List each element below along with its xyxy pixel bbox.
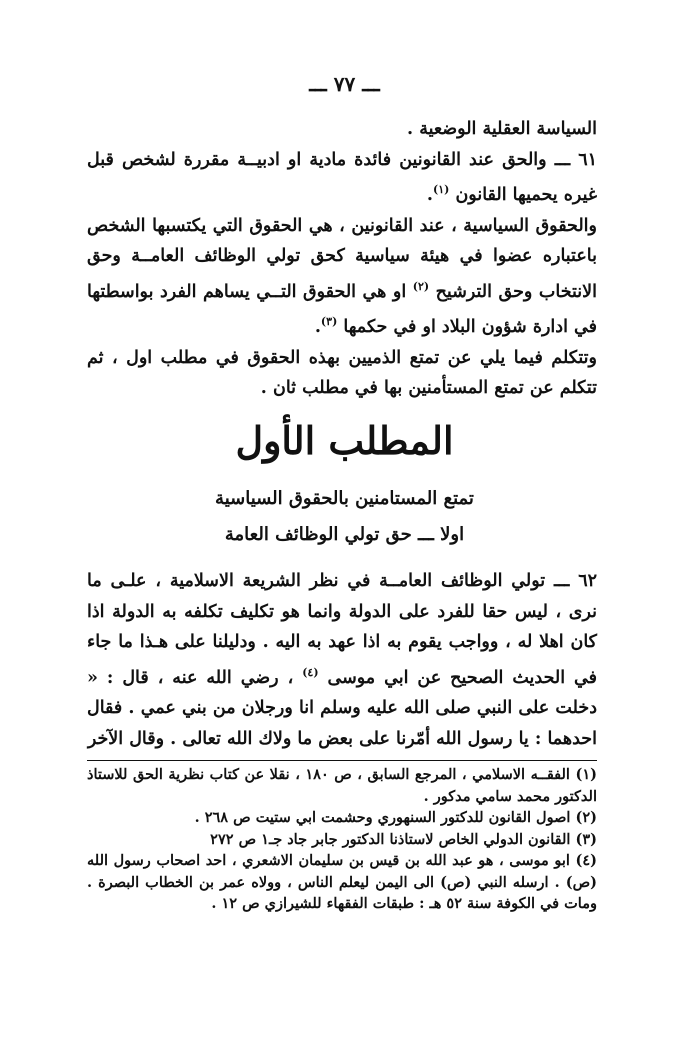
footnote-divider	[87, 760, 597, 761]
footnotes	[87, 764, 597, 915]
footnote-ref-4: (٤)	[302, 665, 319, 679]
intro-text	[87, 114, 597, 404]
subheading-secondary: اولا ـــ حق تولي الوظائف العامة	[224, 524, 465, 545]
footnote-ref-3: (٣)	[320, 315, 338, 329]
page-number: ـــ ٧٧ ـــ	[309, 72, 380, 96]
footnote-3: (٣) القانون الدولي الخاص لاستاذنا الدكتور جابر جاد جـ١ ص ٢٧٢	[210, 830, 597, 848]
intro-paragraph-2-end: .	[426, 185, 433, 206]
intro-paragraph-3-text-a: والحقوق السياسية ، عند القانونين ، هي الحقوق التي يكتسبها الشخص باعتباره عضوا في هيئة سياسية كحق تولي الوظائف العامــة وحق الانتخاب وحق الترشيح	[87, 215, 598, 302]
footnote-ref-2: (٢)	[412, 279, 430, 293]
intro-paragraph-1: السياسة العقلية الوضعية .	[407, 119, 597, 139]
body-paragraph-1-text-a: ٦٢ ـــ تولي الوظائف العامــة في نظر الشريعة الاسلامية ، علـى ما نرى ، ليس حقا للفرد على الدولة وانما هو تكليف تكلفه به الدولة اذا كان اهلا له ، وواجب يقوم به اذا عهد به اليه . ودليلنا على هـذا ما جاء في الحديث الصحيح عن ابي موسى	[87, 571, 597, 688]
body-paragraph-1	[87, 566, 597, 754]
section-title-calligraphy: المطلب الأول	[235, 418, 454, 463]
intro-paragraph-2-text: ٦١ ـــ والحق عند القانونين فائدة مادية او ادبيــة مقررة لشخص قبل غيره يحميها القانون	[87, 149, 597, 206]
footnote-ref-1: (١)	[433, 183, 450, 197]
intro-paragraph-2	[87, 145, 597, 211]
subheading-main: تمتع المستامنين بالحقوق السياسية	[215, 488, 474, 509]
footnote-1: (١) الفقــه الاسلامي ، المرجع السابق ، ص ١٨٠ ، نقلا عن كتاب نظرية الحق للاستاذ الدكتور محمد سامي مدكور .	[87, 766, 597, 805]
body-paragraph-1-text-b: ، رضي الله عنه ، قال : « دخلت على النبي صلى الله عليه وسلم انا ورجلان من بني عمي . فقال احدهما : يا رسول الله أمّرنا على بعض ما ولاك الله تعالى . وقال الآخر	[87, 667, 597, 749]
footnote-4: (٤) ابو موسى ، هو عبد الله بن قيس بن سليمان الاشعري ، احد اصحاب رسول الله (ص) . ارسله النبي (ص) الى اليمن ليعلم الناس ، وولاه عمر بن الخطاب البصرة . ومات في الكوفة سنة ٥٢ هـ : طبقات الفقهاء للشيرازي ص ١٢ .	[87, 852, 597, 912]
intro-paragraph-3-end: .	[314, 317, 321, 338]
intro-paragraph-3-text-b: او هي الحقوق التــي يساهم الفرد بواسطتها في ادارة شؤون البلاد او في حكمها	[87, 281, 597, 338]
intro-paragraph-4: وتتكلم فيما يلي عن تمتع الذميين بهذه الحقوق في مطلب اول ، ثم تتكلم عن تمتع المستأمنين بها في مطلب ثان .	[87, 347, 597, 399]
footnote-2: (٢) اصول القانون للدكتور السنهوري وحشمت ابي ستيت ص ٢٦٨ .	[194, 809, 597, 826]
intro-paragraph-3	[87, 211, 597, 343]
body-text	[87, 566, 597, 754]
